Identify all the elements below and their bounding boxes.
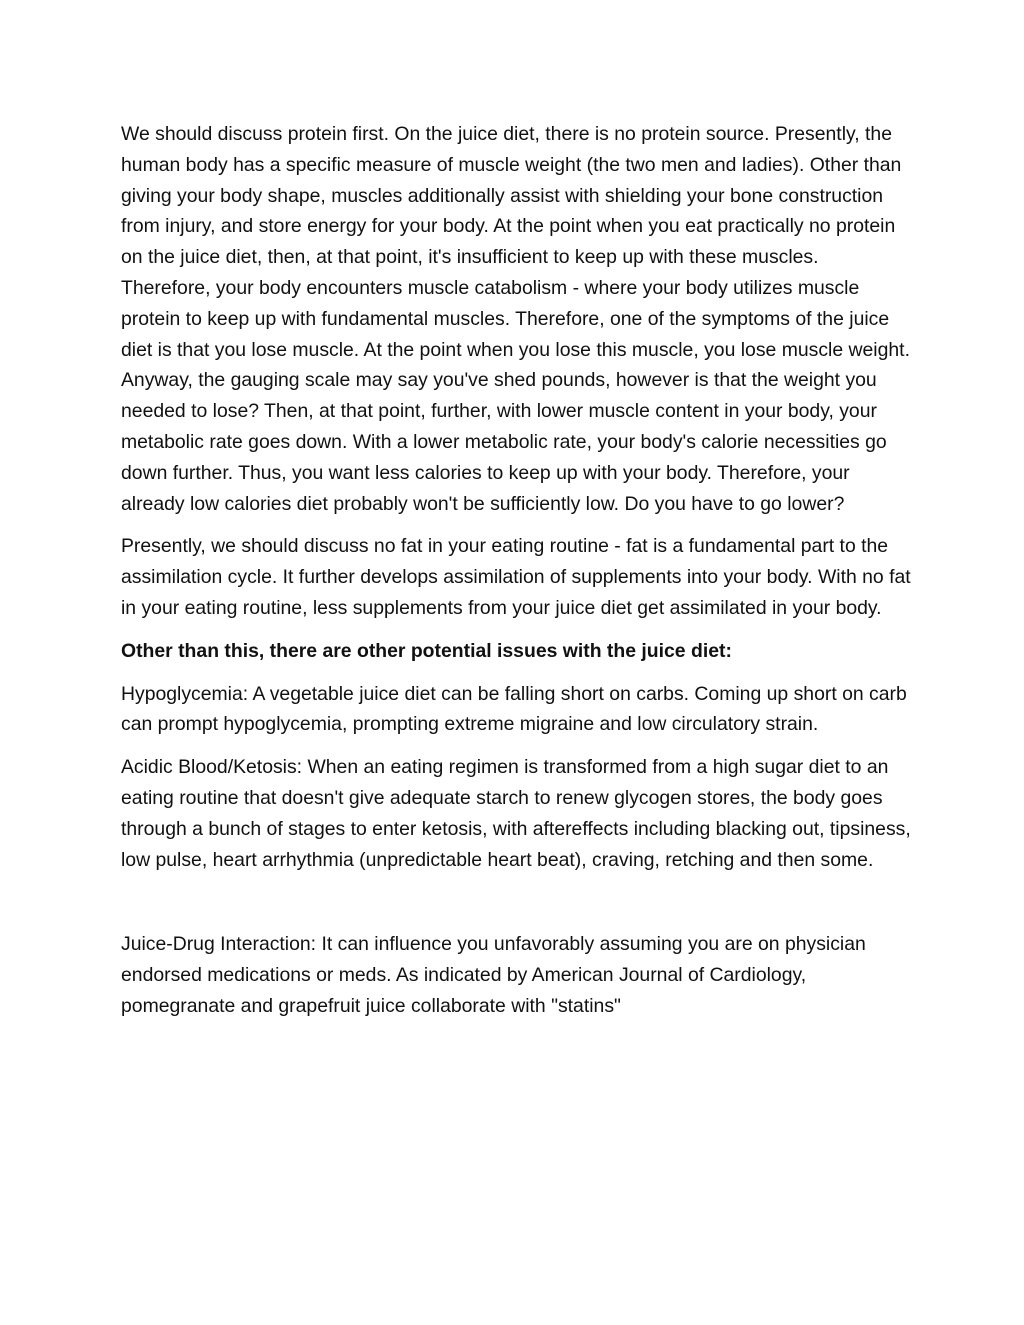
document-page: [121, 119, 911, 1034]
paragraph-fat: Presently, we should discuss no fat in your eating routine - fat is a fundamental part to the assimilation cycle. It further develops assimilation of supplements into your body. With no fat in your eating routine, less supplements from your juice diet get assimilated in your body.: [121, 535, 911, 619]
issue-ketosis: Acidic Blood/Ketosis: When an eating regimen is transformed from a high sugar diet to an eating routine that doesn't give adequate starch to renew glycogen stores, the body goes through a bunch of stages to enter ketosis, with aftereffects including blacking out, tipsiness, low pulse, heart arrhythmia (unpredictable heart beat), craving, retching and then some.: [121, 756, 911, 871]
blank-line: [121, 887, 911, 929]
issue-hypoglycemia: Hypoglycemia: A vegetable juice diet can be falling short on carbs. Coming up short on carb can prompt hypoglycemia, prompting extreme migraine and low circulatory strain.: [121, 682, 907, 736]
section-heading: Other than this, there are other potential issues with the juice diet:: [121, 639, 732, 662]
paragraph-protein: We should discuss protein first. On the juice diet, there is no protein source. Presently, the human body has a specific measure of muscle weight (the two men and ladies). Other than giving your body shape, muscles additionally assist with shielding your bone construction from injury, and store energy for your body. At the point when you eat practically no protein on the juice diet, then, at that point, it's insufficient to keep up with these muscles. Therefore, your body encounters muscle catabolism - where your body utilizes muscle protein to keep up with fundamental muscles. Therefore, one of the symptoms of the juice diet is that you lose muscle. At the point when you lose this muscle, you lose muscle weight. Anyway, the gauging scale may say you've shed pounds, however is that the weight you needed to lose? Then, at that point, further, with lower muscle content in your body, your metabolic rate goes down. With a lower metabolic rate, your body's calorie necessities go down further. Thus, you want less calories to keep up with your body. Therefore, your already low calories diet probably won't be sufficiently low. Do you have to go lower?: [121, 123, 910, 515]
issue-juice-drug-interaction: Juice-Drug Interaction: It can influence you unfavorably assuming you are on physician endorsed medications or meds. As indicated by American Journal of Cardiology, pomegranate and grapefruit juice collaborate with "statins": [121, 933, 866, 1017]
